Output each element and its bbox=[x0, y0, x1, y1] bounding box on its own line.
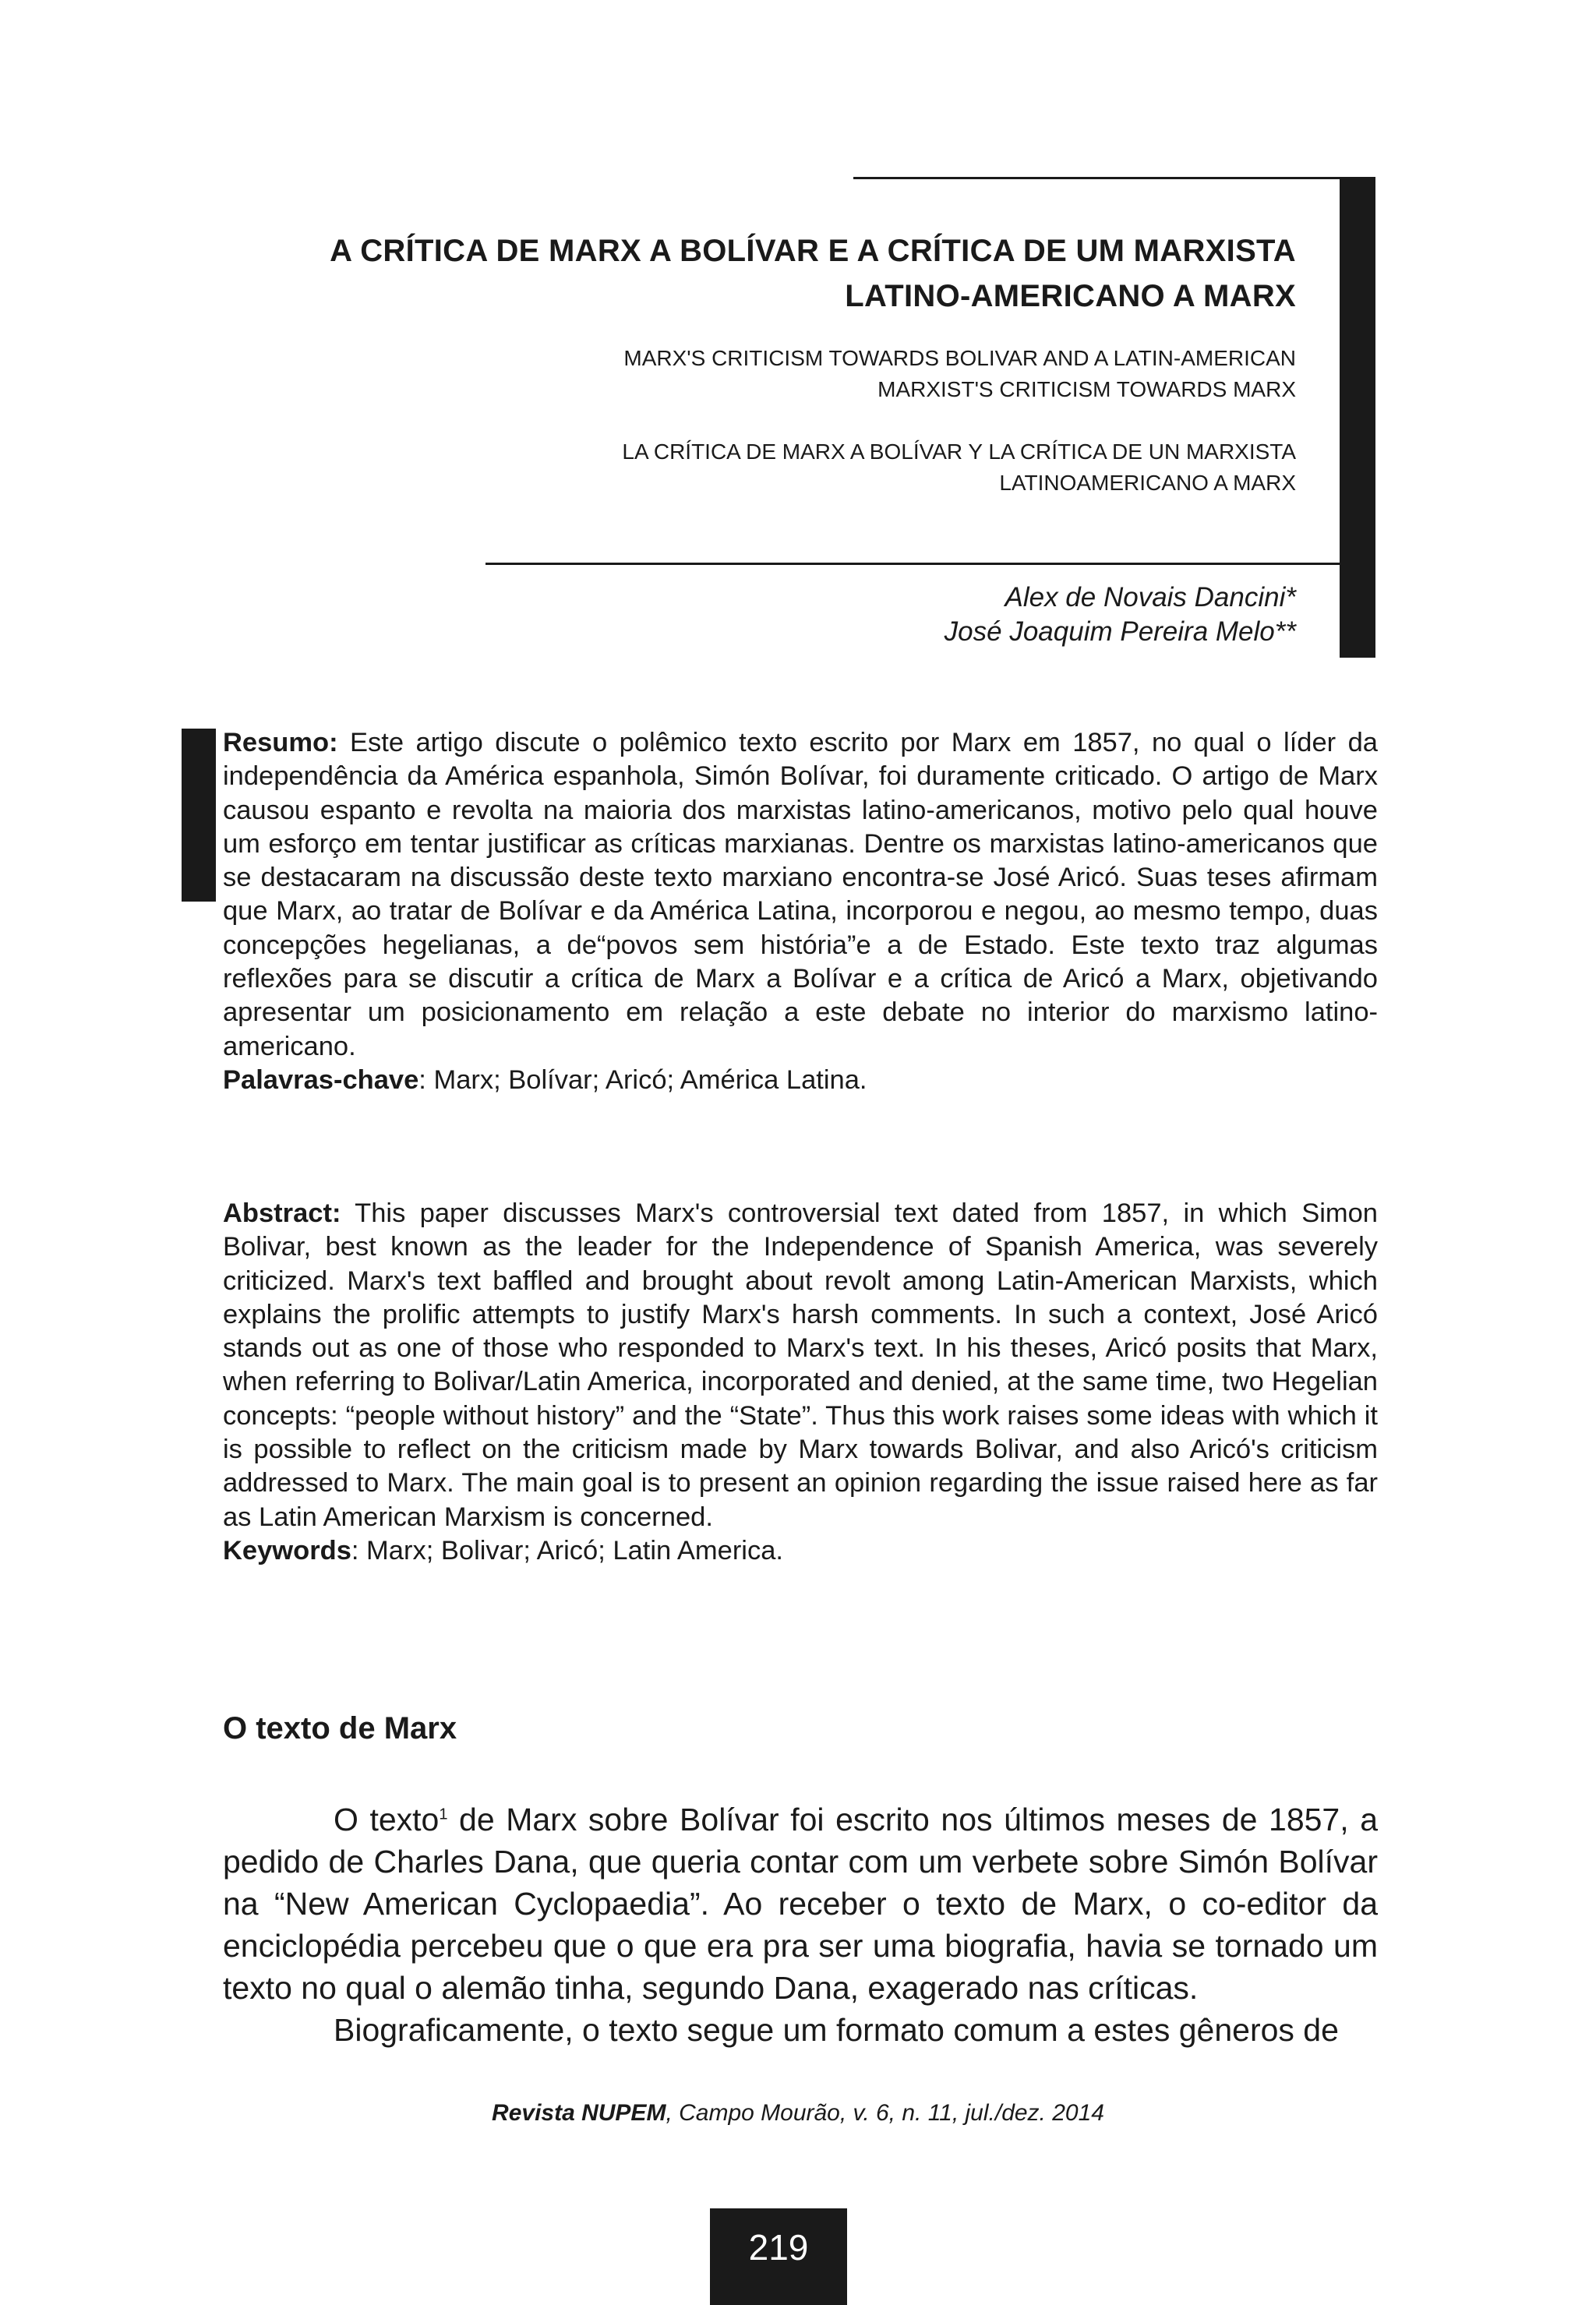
author-2: José Joaquim Pereira Melo** bbox=[944, 616, 1296, 647]
abstract-keywords bbox=[223, 1534, 1378, 1568]
section-heading: O texto de Marx bbox=[223, 1711, 457, 1746]
subtitle-es-line-2: LATINOAMERICANO A MARX bbox=[999, 471, 1296, 495]
resumo-paragraph bbox=[223, 726, 1378, 1064]
header-bottom-rule bbox=[486, 563, 1344, 565]
header-top-rule bbox=[853, 177, 1344, 179]
subtitle-spanish bbox=[439, 436, 1296, 499]
subtitle-es-line-1: LA CRÍTICA DE MARX A BOLÍVAR Y LA CRÍTICA DE UN MARXISTA bbox=[622, 439, 1296, 464]
palavras-chave-text: : Marx; Bolívar; Aricó; América Latina. bbox=[418, 1064, 867, 1095]
footnote-marker[interactable]: 1 bbox=[439, 1806, 448, 1823]
abstract-paragraph bbox=[223, 1197, 1378, 1534]
keywords-text: : Marx; Bolivar; Aricó; Latin America. bbox=[351, 1535, 783, 1565]
keywords-label: Keywords bbox=[223, 1535, 351, 1565]
body-text bbox=[223, 1798, 1378, 2051]
authors bbox=[673, 581, 1296, 649]
abstract-label: Abstract: bbox=[223, 1198, 341, 1228]
abstract-text: This paper discusses Marx's controversial text dated from 1857, in which Simon Bolivar, best known as the leader for the Independence of Spanish America, was severely criticized. Marx's text baffled and brought about revolt among Latin-American Marxists, which explains the prolific attempts to justify Marx's harsh comments. In such a context, José Aricó stands out as one of those who responded to Marx's text. In his theses, Aricó posits that Marx, when referring to Bolivar/Latin America, incorporated and denied, at the same time, two Hegelian concepts: “people without history” and the “State”. Thus this work raises some ideas with which it is possible to reflect on the criticism made by Marx towards Bolivar, and also Aricó's criticism addressed to Marx. The main goal is to present an opinion regarding the issue raised here as far as Latin American Marxism is concerned. bbox=[223, 1198, 1378, 1532]
resumo-block bbox=[223, 726, 1378, 1097]
abstract-block bbox=[223, 1197, 1378, 1568]
resumo-text: Este artigo discute o polêmico texto escrito por Marx em 1857, no qual o líder da independência da América espanhola, Simón Bolívar, foi duramente criticado. O artigo de Marx causou espanto e revolta na maioria dos marxistas latino-americanos, motivo pelo qual houve um esforço em tentar justificar as críticas marxianas. Dentre os marxistas latino-americanos que se destacaram na discussão deste texto marxiano encontra-se José Aricó. Suas teses afirmam que Marx, ao tratar de Bolívar e da América Latina, incorporou e negou, ao mesmo tempo, duas concepções hegelianas, a de“povos sem história”e a de Estado. Este texto traz algumas reflexões para se discutir a crítica de Marx a Bolívar e a crítica de Aricó a Marx, objetivando apresentar um posicionamento em relação a este debate no interior do marxismo latino-americano. bbox=[223, 728, 1378, 1061]
author-1: Alex de Novais Dancini* bbox=[1005, 582, 1296, 612]
resumo-side-bar bbox=[182, 729, 216, 902]
subtitle-english bbox=[439, 343, 1296, 405]
palavras-chave-label: Palavras-chave bbox=[223, 1064, 419, 1095]
header-side-bar bbox=[1340, 177, 1375, 658]
subtitle-en-line-2: MARXIST'S CRITICISM TOWARDS MARX bbox=[877, 377, 1296, 401]
body-paragraph-1 bbox=[223, 1798, 1378, 2009]
page-number: 219 bbox=[748, 2227, 809, 2268]
journal-name: Revista NUPEM bbox=[492, 2100, 666, 2126]
p1-rest: de Marx sobre Bolívar foi escrito nos últimos meses de 1857, a pedido de Charles Dana, que queria contar com um verbete sobre Simón Bolívar na “New American Cyclopaedia”. Ao receber o texto de Marx, o co-editor da enciclopédia percebeu que o que era pra ser uma biografia, havia se tornado um texto no qual o alemão tinha, segundo Dana, exagerado nas críticas. bbox=[223, 1802, 1379, 2006]
p1-start: O texto bbox=[334, 1802, 440, 1837]
title-line-1: A CRÍTICA DE MARX A BOLÍVAR E A CRÍTICA DE UM MARXISTA bbox=[330, 234, 1296, 268]
resumo-label: Resumo: bbox=[223, 728, 338, 757]
journal-citation bbox=[0, 2098, 1596, 2129]
subtitle-en-line-1: MARX'S CRITICISM TOWARDS BOLIVAR AND A LATIN-AMERICAN bbox=[623, 346, 1296, 370]
article-title bbox=[205, 228, 1296, 319]
citation-text: , Campo Mourão, v. 6, n. 11, jul./dez. 2014 bbox=[666, 2100, 1104, 2126]
resumo-keywords bbox=[223, 1064, 1378, 1097]
title-line-2: LATINO-AMERICANO A MARX bbox=[845, 279, 1296, 313]
body-paragraph-2: Biograficamente, o texto segue um formato comum a estes gêneros de bbox=[334, 2012, 1339, 2048]
